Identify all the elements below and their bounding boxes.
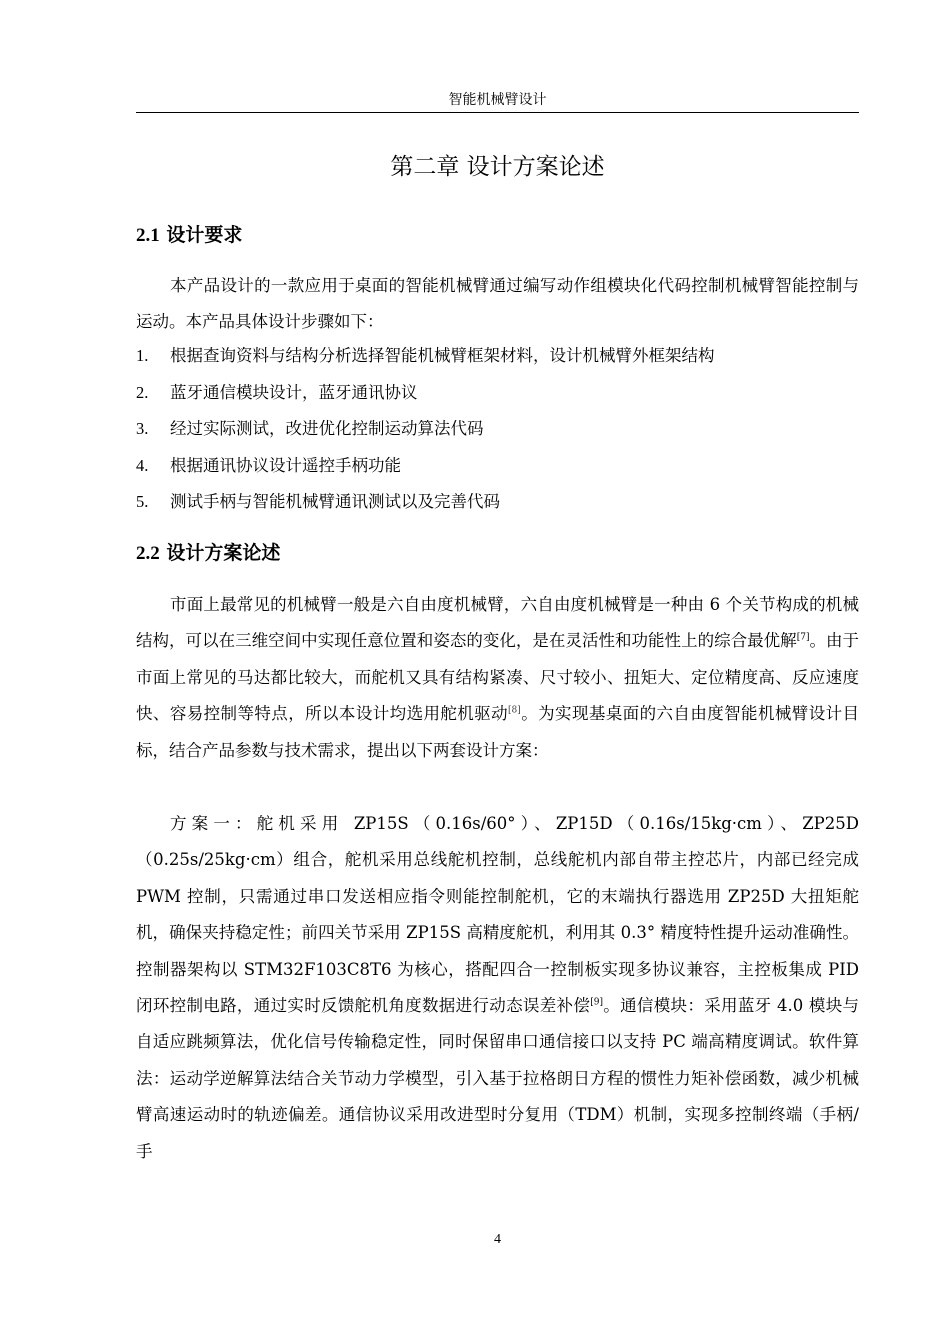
section-2-2-paragraph-1 bbox=[136, 587, 859, 769]
list-item-text: 经过实际测试，改进优化控制运动算法代码 bbox=[170, 419, 484, 439]
list-item bbox=[136, 411, 859, 448]
list-item bbox=[136, 338, 859, 375]
design-steps-list bbox=[136, 338, 859, 521]
section-number: 2.2 bbox=[136, 543, 160, 564]
section-2-1-intro: 本产品设计的一款应用于桌面的智能机械臂通过编写动作组模块化代码控制机械臂智能控制与运动。本产品具体设计步骤如下： bbox=[136, 276, 859, 332]
list-item-text: 根据查询资料与结构分析选择智能机械臂框架材料，设计机械臂外框架结构 bbox=[170, 346, 715, 365]
section-heading-2-2 bbox=[136, 538, 859, 569]
citation-7: [7] bbox=[796, 632, 810, 643]
citation-9: [9] bbox=[590, 997, 603, 1008]
paragraph-text: 市面上最常见的机械臂一般是六自由度机械臂，六自由度机械臂是一种由 6 个关节构成的机械结构，可以在三维空间中实现任意位置和姿态的变化，是在灵活性和功能性上的综合最优解 bbox=[136, 595, 859, 651]
list-marker: 1. bbox=[136, 346, 149, 365]
chapter-title: 第二章 设计方案论述 bbox=[390, 154, 605, 180]
paragraph-text: 。为实现基桌面的六自由度智能机械臂设计目标，结合产品参数与技术需求，提出以下两套设计方案： bbox=[136, 704, 860, 760]
list-item-text: 测试手柄与智能机械臂通讯测试以及完善代码 bbox=[170, 492, 500, 512]
section-title: 设计要求 bbox=[166, 224, 243, 246]
header-rule bbox=[136, 112, 859, 113]
list-item bbox=[136, 448, 859, 485]
section-2-2-paragraph-2 bbox=[136, 806, 859, 1170]
paragraph-text: 方案一：舵机采用 ZP15S（0.16s/60°）、ZP15D（0.16s/15kg·cm）、ZP25D（0.25s/25kg·cm）组合，舵机采用总线舵机控制，总线舵机内部自带主控芯片，内部已经完成 PWM 控制，只需通过串口发送相应指令则能控制舵机，它的末端执行器选用 ZP25D 大扭矩舵机，确保夹持稳定性；前四关节采用 ZP15S 高精度舵机，利用其 0.3° 精度特性提升运动准确性。控制器架构以 STM32F103C8T6 为核心，搭配四合一控制板实现多协议兼容，主控板集成 PID 闭环控制电路，通过实时反馈舵机角度数据进行动态误差补偿 bbox=[136, 814, 859, 1016]
citation-8: [8] bbox=[508, 705, 521, 716]
list-item-text: 根据通讯协议设计遥控手柄功能 bbox=[170, 455, 401, 475]
running-header: 智能机械臂设计 bbox=[448, 92, 547, 108]
section-heading-2-1 bbox=[136, 220, 859, 251]
list-marker: 4. bbox=[136, 455, 149, 475]
list-marker: 2. bbox=[136, 382, 149, 402]
section-number: 2.1 bbox=[136, 225, 160, 246]
list-marker: 5. bbox=[136, 492, 149, 512]
list-item bbox=[136, 484, 859, 521]
page-number: 4 bbox=[494, 1232, 501, 1247]
list-item-text: 蓝牙通信模块设计，蓝牙通讯协议 bbox=[170, 382, 418, 402]
list-item bbox=[136, 375, 859, 412]
list-marker: 3. bbox=[136, 419, 149, 439]
section-title: 设计方案论述 bbox=[166, 542, 281, 564]
paragraph-text: 。由于市面上常见的马达都比较大，而舵机又具有结构紧凑、尺寸较小、扭矩大、定位精度高、反应速度快、容易控制等特点，所以本设计均选用舵机驱动 bbox=[136, 631, 860, 724]
paragraph-text: 。通信模块：采用蓝牙 4.0 模块与自适应跳频算法，优化信号传输稳定性，同时保留串口通信接口以支持 PC 端高精度调试。软件算法：运动学逆解算法结合关节动力学模型，引入基于拉格朗日方程的惯性力矩补偿函数，减少机械臂高速运动时的轨迹偏差。通信协议采用改进型时分复用（TDM）机制，实现多控制终端（手柄/手 bbox=[136, 996, 860, 1161]
